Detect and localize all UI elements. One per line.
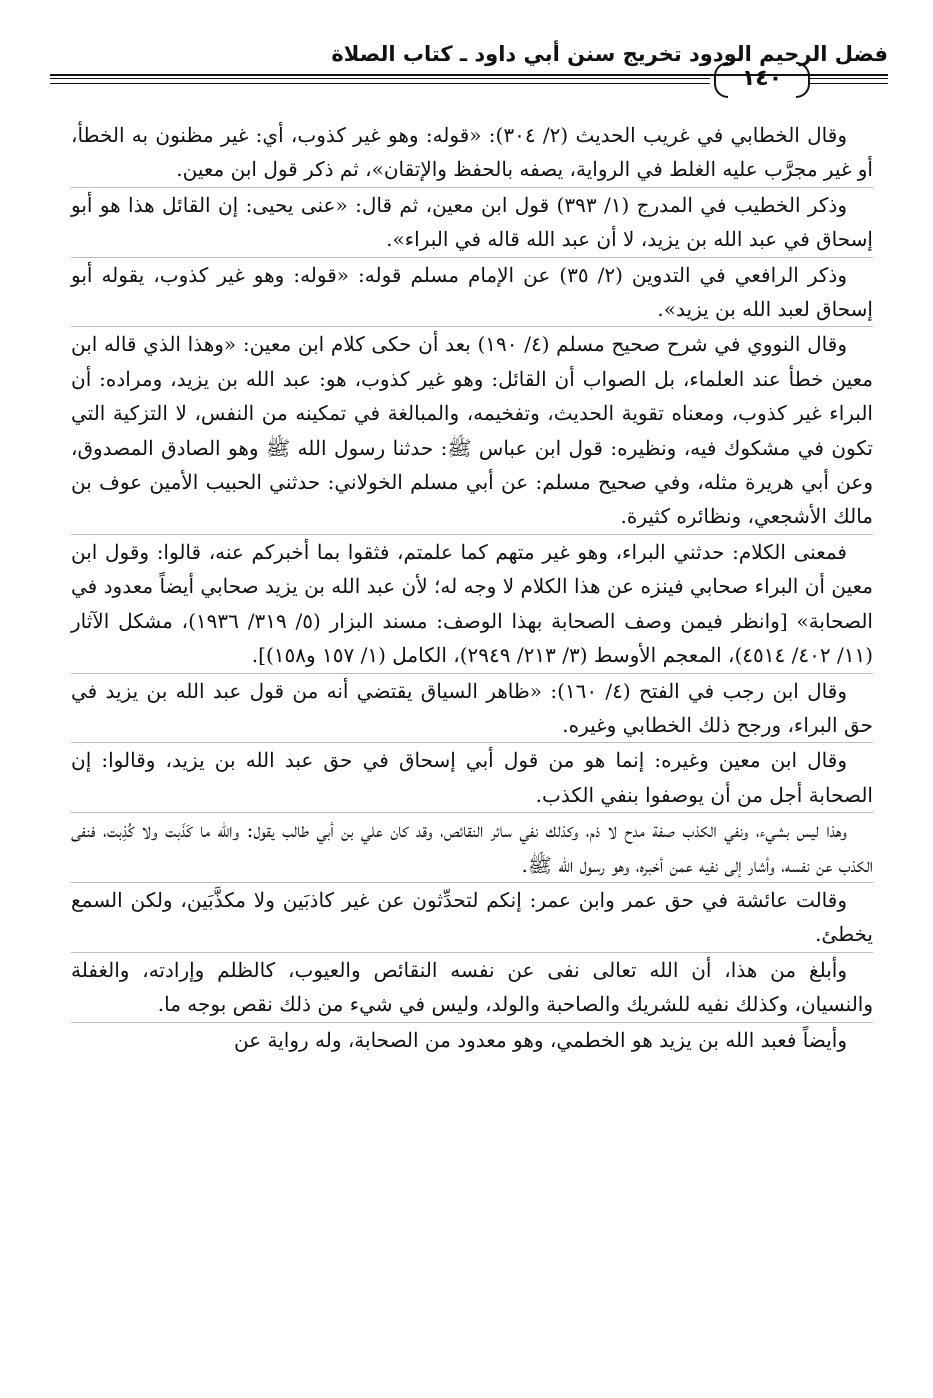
bracket-left-icon bbox=[714, 62, 728, 98]
double-rule-right bbox=[810, 78, 888, 84]
paragraph: وهذا ليس بشيء، ونفي الكذب صفة مدح لا ذم، وكذلك نفي سائر النقائص، وقد كان علي بن أبي طالب يقول: والله ما كَذَبت ولا كُذِبت، فنفى الكذب عن نفسه، وأشار إلى نفيه عمن أخبره، وهو رسول الله ﷺ. bbox=[71, 812, 873, 882]
paragraph: وقال الخطابي في غريب الحديث (٢/ ٣٠٤): «قوله: وهو غير كذوب، أي: غير مظنون به الخطأ، أو غير مجرَّب عليه الغلط في الرواية، يصفه بالحفظ والإتقان»، ثم ذكر قول ابن معين. bbox=[71, 123, 873, 182]
paragraph: وقال ابن معين وغيره: إنما هو من قول أبي إسحاق في حق عبد الله بن يزيد، وقالوا: إن الصحابة أجل من أن يوصفوا بنفي الكذب. bbox=[71, 742, 873, 812]
paragraph: وقالت عائشة في حق عمر وابن عمر: إنكم لتحدِّثون عن غير كاذبَين ولا مكذَّبَين، ولكن السمع يخطئ. bbox=[71, 882, 873, 952]
paragraph: وذكر الخطيب في المدرج (١/ ٣٩٣) قول ابن معين، ثم قال: «عنى يحيى: إن القائل هذا هو أبو إسحاق في عبد الله بن يزيد، لا أن عبد الله قاله في البراء». bbox=[71, 187, 873, 257]
page-number-frame bbox=[714, 62, 810, 96]
paragraph: وأبلغ من هذا، أن الله تعالى نفى عن نفسه النقائص والعيوب، كالظلم وإرادته، والغفلة والنسيان، وكذلك نفيه للشريك والصاحبة والولد، وليس في شيء من ذلك نقص بوجه ما. bbox=[71, 952, 873, 1022]
page-number-ornament bbox=[50, 60, 888, 100]
bracket-right-icon bbox=[796, 62, 810, 98]
paragraph: وأيضاً فعبد الله بن يزيد هو الخطمي، وهو معدود من الصحابة، وله رواية عن bbox=[71, 1022, 873, 1057]
body-text bbox=[71, 118, 873, 1057]
running-title: فضل الرحيم الودود تخريج سنن أبي داود ـ كتاب الصلاة bbox=[331, 42, 888, 66]
paragraph: وقال النووي في شرح صحيح مسلم (٤/ ١٩٠) بعد أن حكى كلام ابن معين: «وهذا الذي قاله ابن معين خطأ عند العلماء، بل الصواب أن القائل: وهو غير كذوب، هو: عبد الله بن يزيد، ومراده: أن البراء غير كذوب، ومعناه تقوية الحديث، وتفخيمه، والمبالغة في تمكينه من النفس، لا التزكية التي تكون في مشكوك فيه، ونظيره: قول ابن عباس ﷺ: حدثنا رسول الله ﷺ وهو الصادق المصدوق، وعن أبي هريرة مثله، وفي صحيح مسلم: عن أبي مسلم الخولاني: حدثني الحبيب الأمين عوف بن مالك الأشجعي، ونظائره كثيرة. bbox=[71, 326, 873, 533]
page-number: ١٤٠ bbox=[741, 66, 783, 91]
paragraph: وقال ابن رجب في الفتح (٤/ ١٦٠): «ظاهر السياق يقتضي أنه من قول عبد الله بن يزيد في حق البراء، ورجح ذلك الخطابي وغيره. bbox=[71, 673, 873, 743]
paragraph: فمعنى الكلام: حدثني البراء، وهو غير متهم كما علمتم، فثقوا بما أخبركم عنه، قالوا: وقول ابن معين أن البراء صحابي فينزه عن هذا الكلام لا وجه له؛ لأن عبد الله بن يزيد صحابي أيضاً معدود في الصحابة» [وانظر فيمن وصف الصحابة بهذا الوصف: مسند البزار (٥/ ٣١٩/ ١٩٣٦)، مشكل الآثار (١١/ ٤٠٢/ ٤٥١٤)، المعجم الأوسط (٣/ ٢١٣/ ٢٩٤٩)، الكامل (١/ ١٥٧ و١٥٨)]. bbox=[71, 534, 873, 673]
double-rule-left bbox=[50, 78, 710, 84]
paragraph: وذكر الرافعي في التدوين (٢/ ٣٥) عن الإمام مسلم قوله: «قوله: وهو غير كذوب، يقوله أبو إسحاق لعبد الله بن يزيد». bbox=[71, 257, 873, 327]
